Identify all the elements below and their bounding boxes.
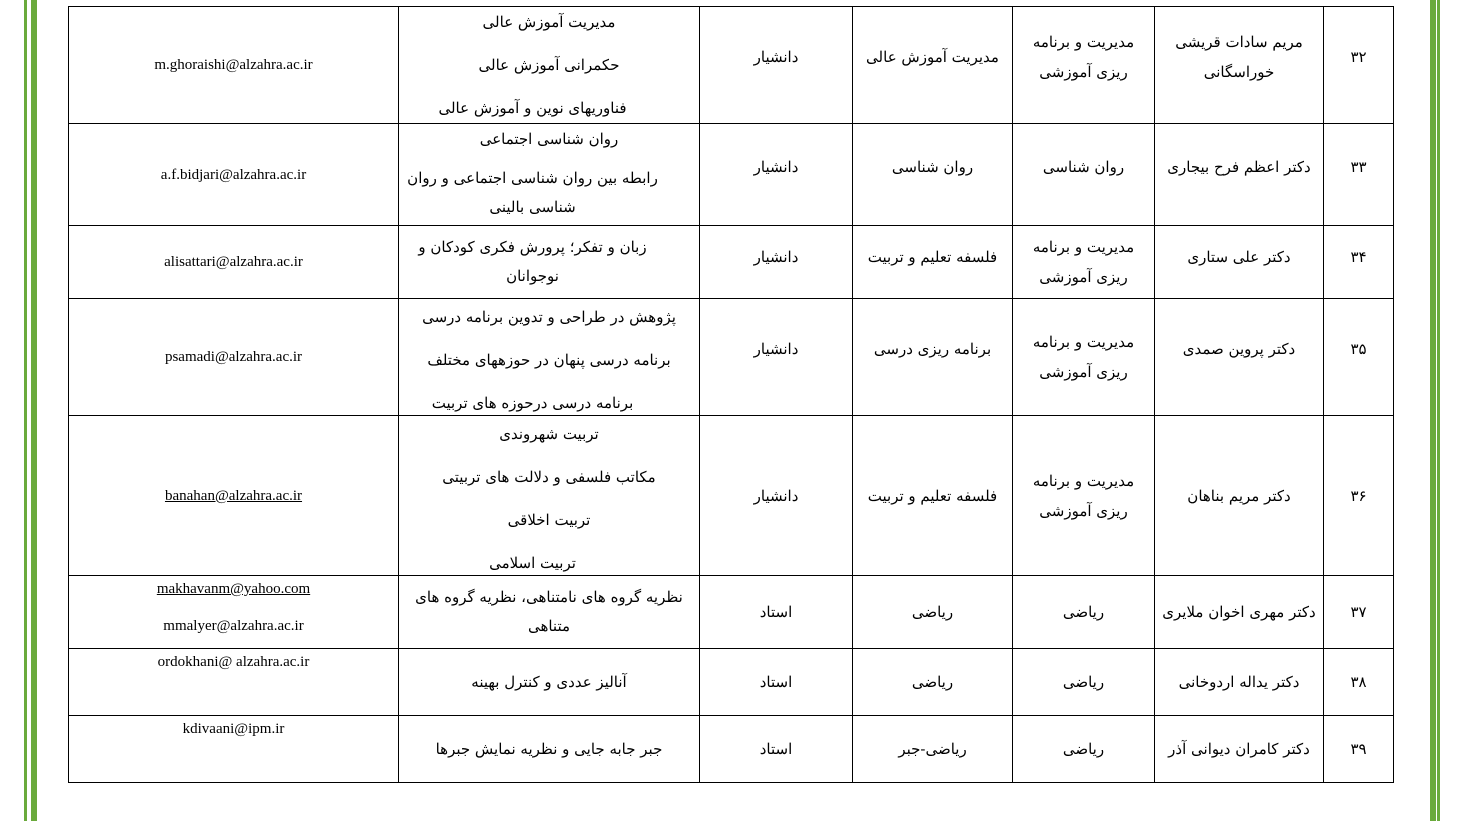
academic-rank: دانشیار: [700, 416, 853, 576]
field: روان شناسی: [853, 124, 1013, 226]
faculty-name: دکتر اعظم فرح بیجاری: [1155, 124, 1324, 226]
field: ریاضی: [853, 576, 1013, 649]
department: مدیریت و برنامه ریزی آموزشی: [1013, 7, 1155, 124]
interest-item: مدیریت آموزش عالی: [482, 13, 616, 31]
research-interests: [399, 716, 700, 783]
row-number: ۳۵: [1324, 299, 1394, 416]
faculty-name: دکتر پروین صمدی: [1155, 299, 1324, 416]
field: برنامه ریزی درسی: [853, 299, 1013, 416]
field: فلسفه تعلیم و تربیت: [853, 416, 1013, 576]
row-number: ۳۳: [1324, 124, 1394, 226]
email-cell: [69, 416, 399, 576]
interest-item: روان شناسی اجتماعی: [479, 129, 619, 148]
table-row: [69, 124, 1394, 226]
interest-item: نظریه گروه های نامتناهی، نظریه گروه های متناهی: [415, 588, 683, 635]
row-number: ۳۸: [1324, 649, 1394, 716]
faculty-table: [68, 6, 1394, 783]
interest-item: رابطه بین روان شناسی اجتماعی و روان شناسی بالینی: [407, 168, 658, 216]
email-text: alisattari@alzahra.ac.ir: [164, 254, 303, 270]
research-interests: [399, 416, 700, 576]
faculty-name: دکتر یداله اردوخانی: [1155, 649, 1324, 716]
interest-item: برنامه درسی درحوزه های تربیت: [431, 393, 634, 412]
field: ریاضی-جبر: [853, 716, 1013, 783]
research-interests: [399, 226, 700, 299]
row-number: ۳۷: [1324, 576, 1394, 649]
interest-item: تربیت شهروندی: [499, 424, 599, 443]
department: مدیریت و برنامه ریزی آموزشی: [1013, 416, 1155, 576]
table-row: [69, 576, 1394, 649]
email-text: ordokhani@ alzahra.ac.ir: [157, 654, 310, 670]
faculty-name: دکتر کامران دیوانی آذر: [1155, 716, 1324, 783]
email-text: mmalyer@alzahra.ac.ir: [163, 618, 304, 634]
research-interests: [399, 124, 700, 226]
research-interests: [399, 7, 700, 124]
academic-rank: دانشیار: [700, 299, 853, 416]
email-link[interactable]: makhavanm@yahoo.com: [156, 581, 311, 597]
email-link[interactable]: banahan@alzahra.ac.ir: [164, 487, 303, 504]
email-cell: [69, 649, 399, 716]
interest-item: پژوهش در طراحی و تدوین برنامه درسی: [422, 307, 676, 326]
page-border-left-inner: [31, 0, 37, 821]
interest-item: حکمرانی آموزش عالی: [478, 56, 620, 74]
table-row: [69, 716, 1394, 783]
email-text: m.ghoraishi@alzahra.ac.ir: [154, 57, 313, 73]
interest-item: مکاتب فلسفی و دلالت های تربیتی: [442, 467, 656, 486]
academic-rank: دانشیار: [700, 7, 853, 124]
page-border-right-inner: [1430, 0, 1436, 821]
research-interests: [399, 576, 700, 649]
faculty-name: دکتر مریم بناهان: [1155, 416, 1324, 576]
interest-item: تربیت اسلامی: [489, 553, 576, 572]
table-row: [69, 416, 1394, 576]
faculty-name: دکتر مهری اخوان ملایری: [1155, 576, 1324, 649]
research-interests: [399, 299, 700, 416]
academic-rank: استاد: [700, 716, 853, 783]
email-cell: [69, 7, 399, 124]
department: ریاضی: [1013, 576, 1155, 649]
faculty-name: دکتر علی ستاری: [1155, 226, 1324, 299]
field: فلسفه تعلیم و تربیت: [853, 226, 1013, 299]
faculty-name: مریم سادات قریشی خوراسگانی: [1155, 7, 1324, 124]
department: ریاضی: [1013, 649, 1155, 716]
email-cell: [69, 716, 399, 783]
department: مدیریت و برنامه ریزی آموزشی: [1013, 299, 1155, 416]
email-cell: [69, 124, 399, 226]
field: مدیریت آموزش عالی: [853, 7, 1013, 124]
academic-rank: دانشیار: [700, 124, 853, 226]
table-row: [69, 649, 1394, 716]
interest-item: جبر جابه جایی و نظریه نمایش جبرها: [435, 740, 663, 758]
interest-item: زبان و تفکر؛ پرورش فکری کودکان و نوجوانان: [418, 238, 647, 285]
academic-rank: استاد: [700, 576, 853, 649]
email-text: kdivaani@ipm.ir: [182, 721, 285, 737]
email-cell: [69, 226, 399, 299]
email-text: psamadi@alzahra.ac.ir: [164, 349, 303, 365]
row-number: ۳۹: [1324, 716, 1394, 783]
interest-item: آنالیز عددی و کنترل بهینه: [471, 672, 627, 691]
academic-rank: استاد: [700, 649, 853, 716]
table-row: [69, 226, 1394, 299]
row-number: ۳۶: [1324, 416, 1394, 576]
page-border-right-outer: [1437, 0, 1440, 821]
email-text: a.f.bidjari@alzahra.ac.ir: [160, 166, 307, 183]
academic-rank: دانشیار: [700, 226, 853, 299]
department: روان شناسی: [1013, 124, 1155, 226]
table-row: [69, 7, 1394, 124]
department: ریاضی: [1013, 716, 1155, 783]
interest-item: تربیت اخلاقی: [507, 510, 591, 529]
department: مدیریت و برنامه ریزی آموزشی: [1013, 226, 1155, 299]
email-cell: [69, 576, 399, 649]
email-cell: [69, 299, 399, 416]
row-number: ۳۴: [1324, 226, 1394, 299]
interest-item: فناوریهای نوین و آموزش عالی: [438, 99, 627, 117]
table-row: [69, 299, 1394, 416]
page-border-left-outer: [24, 0, 27, 821]
interest-item: برنامه درسی پنهان در حوزههای مختلف: [427, 350, 671, 369]
research-interests: [399, 649, 700, 716]
row-number: ۳۲: [1324, 7, 1394, 124]
field: ریاضی: [853, 649, 1013, 716]
